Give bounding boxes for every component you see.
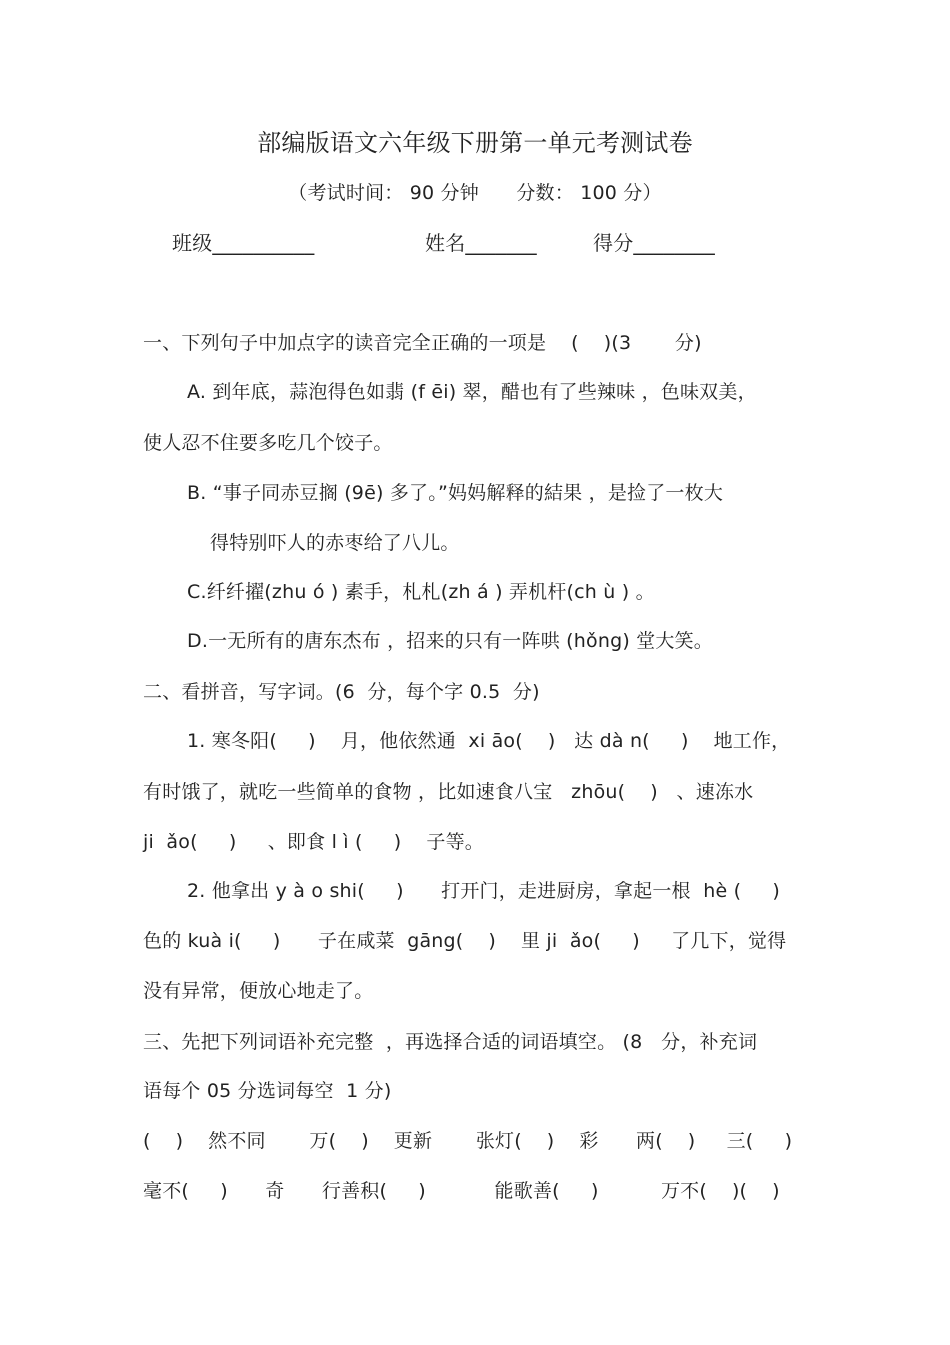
exam-subtitle: （考试时间： 90 分钟 分数： 100 分） <box>288 182 662 204</box>
section3-words-line1: ( ) 然不同 万( ) 更新 张灯( ) 彩 两( ) 三( ) <box>143 1130 793 1152</box>
section1-option-a-line1: A. 到年底，蒜泡得色如翡 (f ēi) 翠，醋也有了些辣味 ，色味双美， <box>187 381 757 403</box>
class-field: 班级__________ <box>172 231 315 255</box>
section3-words-line2: 毫不( ) 奇 行善积( ) 能歌善( ) 万不( )( ) <box>143 1180 780 1202</box>
section1-option-c: C.纤纤擢(zhu ó ) 素手，札札(zh á ) 弄机杆(ch ù ) 。 <box>187 581 655 603</box>
section2-paragraph1-line2: 有时饿了，就吃一些简单的食物 ，比如速食八宝 zhōu( ) 、速冻水 <box>143 781 754 803</box>
section1-option-d: D.一无所有的唐东杰布 ，招来的只有一阵哄 (hǒng) 堂大笑。 <box>187 630 713 652</box>
section2-paragraph2-line1: 2. 他拿出 y à o shi( ) 打开门，走进厨房，拿起一根 hè ( ) <box>187 880 780 902</box>
section1-option-b-line1: B. “事子同赤豆搁 (9ē) 多了。”妈妈解释的結果 ，是捡了一枚大 <box>187 482 724 504</box>
section1-option-a-line2: 使人忍不住要多吃几个饺子。 <box>143 432 393 454</box>
score-field: 得分________ <box>593 231 715 255</box>
section2-paragraph1-line3: ji ǎo( ) 、即食 l ì ( ) 子等。 <box>143 831 484 853</box>
section3-question-line1: 三、先把下列词语补充完整 ，再选择合适的词语填空。 (8 分，补充词 <box>143 1031 758 1053</box>
section1-option-b-line2: 得特别吓人的赤枣给了八儿。 <box>210 532 460 554</box>
name-field: 姓名_______ <box>425 231 537 255</box>
section2-paragraph2-line3: 没有异常，便放心地走了。 <box>143 980 374 1002</box>
section2-paragraph1-line1: 1. 寒冬阳( ) 月，他依然通 xi āo( ) 达 dà n( ) 地工作， <box>187 730 791 752</box>
section2-question: 二、看拼音，写字词。(6 分，每个字 0.5 分) <box>143 681 540 703</box>
section2-paragraph2-line2: 色的 kuà i( ) 子在咸菜 gāng( ) 里 ji ǎo( ) 了几下，觉得 <box>143 930 787 952</box>
section3-question-line2: 语每个 05 分选词每空 1 分) <box>143 1080 392 1102</box>
page-title: 部编版语文六年级下册第一单元考测试卷 <box>257 129 693 157</box>
section1-question: 一、下列句子中加点字的读音完全正确的一项是 ( )(3 分) <box>143 332 702 354</box>
